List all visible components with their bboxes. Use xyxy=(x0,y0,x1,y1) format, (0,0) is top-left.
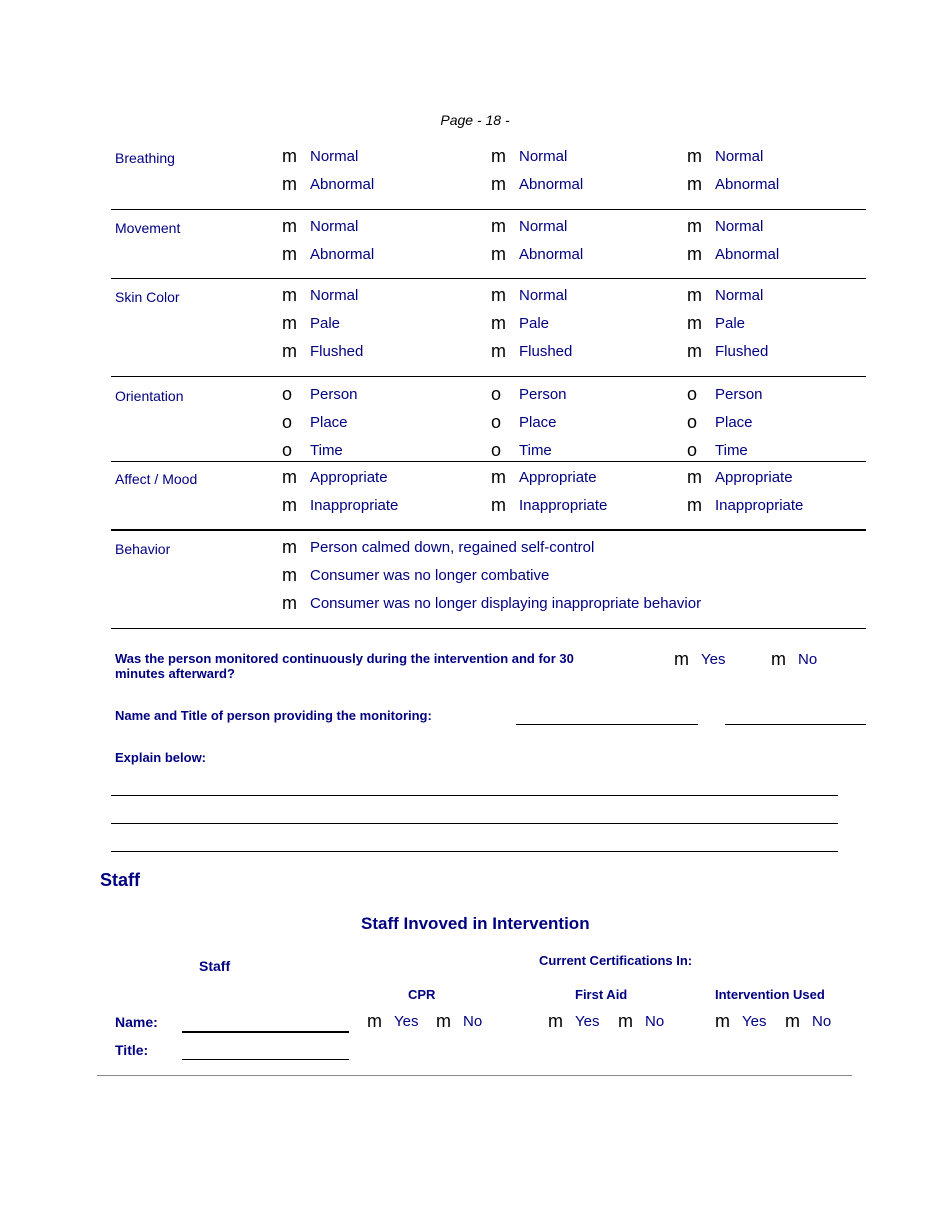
assessment-option-label: Abnormal xyxy=(519,176,584,193)
checkbox-icon[interactable]: m xyxy=(282,467,297,487)
assessment-option-label: Normal xyxy=(519,218,568,235)
divider xyxy=(111,278,866,279)
staff-name-field[interactable] xyxy=(182,1031,349,1033)
monitor-name-title-label: Name and Title of person providing the monitoring: xyxy=(115,708,432,723)
assessment-option-label: Abnormal xyxy=(310,246,375,263)
assessment-option-label: Inappropriate xyxy=(519,497,608,514)
first-aid-yes-label: Yes xyxy=(575,1013,600,1030)
checkbox-icon[interactable]: m xyxy=(282,565,297,585)
checkbox-icon[interactable]: m xyxy=(282,216,297,236)
staff-title-field[interactable] xyxy=(182,1059,349,1060)
assessment-row-label: Affect / Mood xyxy=(115,471,198,487)
checkbox-icon[interactable]: m xyxy=(491,313,506,333)
monitoring-question-cont: minutes afterward? xyxy=(115,666,235,681)
radio-icon[interactable]: o xyxy=(687,384,698,404)
assessment-option-label: Normal xyxy=(310,148,359,165)
assessment-row-label: Movement xyxy=(115,220,181,236)
assessment-option-label: Normal xyxy=(310,218,359,235)
intervention-used-column-heading: Intervention Used xyxy=(715,987,825,1002)
radio-icon[interactable]: o xyxy=(687,440,698,460)
divider xyxy=(111,209,866,210)
intervention-yes-label: Yes xyxy=(742,1013,767,1030)
divider xyxy=(111,628,866,629)
assessment-option-label: Pale xyxy=(519,315,550,332)
staff-name-label: Name: xyxy=(115,1014,158,1030)
radio-icon[interactable]: o xyxy=(282,384,293,404)
radio-icon[interactable]: o xyxy=(491,440,502,460)
cpr-yes-label: Yes xyxy=(394,1013,419,1030)
staff-title-label: Title: xyxy=(115,1042,149,1058)
assessment-option-label: Person xyxy=(715,386,763,403)
assessment-option-label: Normal xyxy=(519,148,568,165)
checkbox-icon[interactable]: m xyxy=(491,146,506,166)
assessment-option-label: Normal xyxy=(519,287,568,304)
assessment-row-label: Orientation xyxy=(115,388,184,404)
checkbox-icon[interactable]: m xyxy=(282,593,297,613)
checkbox-icon[interactable]: m xyxy=(687,216,702,236)
page-number: Page - 18 - xyxy=(440,112,510,128)
checkbox-icon[interactable]: m xyxy=(618,1011,633,1031)
behavior-option-label: Consumer was no longer combative xyxy=(310,567,550,584)
assessment-option-label: Time xyxy=(310,442,343,459)
assessment-option-label: Inappropriate xyxy=(715,497,804,514)
divider xyxy=(111,376,866,377)
checkbox-icon[interactable]: m xyxy=(282,495,297,515)
checkbox-icon[interactable]: m xyxy=(687,285,702,305)
assessment-option-label: Inappropriate xyxy=(310,497,399,514)
explain-label: Explain below: xyxy=(115,750,207,765)
assessment-option-label: Abnormal xyxy=(310,176,375,193)
assessment-option-label: Appropriate xyxy=(715,469,793,486)
assessment-option-label: Flushed xyxy=(519,343,573,360)
assessment-option-label: Abnormal xyxy=(715,176,780,193)
explain-line[interactable] xyxy=(111,823,838,824)
assessment-option-label: Time xyxy=(715,442,748,459)
certifications-heading: Current Certifications In: xyxy=(539,953,693,968)
assessment-option-label: Pale xyxy=(715,315,746,332)
checkbox-icon[interactable]: m xyxy=(674,649,689,669)
assessment-row-label: Breathing xyxy=(115,150,175,166)
divider xyxy=(111,529,866,531)
checkbox-icon[interactable]: m xyxy=(282,174,297,194)
checkbox-icon[interactable]: m xyxy=(715,1011,730,1031)
monitor-title-field[interactable] xyxy=(725,724,866,725)
checkbox-icon[interactable]: m xyxy=(687,467,702,487)
assessment-option-label: Abnormal xyxy=(715,246,780,263)
checkbox-icon[interactable]: m xyxy=(687,341,702,361)
checkbox-icon[interactable]: m xyxy=(687,244,702,264)
assessment-option-label: Person xyxy=(310,386,358,403)
assessment-option-label: Pale xyxy=(310,315,341,332)
checkbox-icon[interactable]: m xyxy=(491,174,506,194)
checkbox-icon[interactable]: m xyxy=(282,244,297,264)
radio-icon[interactable]: o xyxy=(282,440,293,460)
behavior-label: Behavior xyxy=(115,541,171,557)
assessment-option-label: Place xyxy=(519,414,557,431)
checkbox-icon[interactable]: m xyxy=(491,467,506,487)
assessment-option-label: Person xyxy=(519,386,567,403)
radio-icon[interactable]: o xyxy=(282,412,293,432)
assessment-option-label: Appropriate xyxy=(519,469,597,486)
first-aid-column-heading: First Aid xyxy=(575,987,628,1002)
staff-heading: Staff xyxy=(100,870,140,890)
checkbox-icon[interactable]: m xyxy=(491,495,506,515)
assessment-option-label: Flushed xyxy=(310,343,364,360)
checkbox-icon[interactable]: m xyxy=(785,1011,800,1031)
staff-subheading: Staff Invoved in Intervention xyxy=(361,914,590,933)
checkbox-icon[interactable]: m xyxy=(687,146,702,166)
assessment-option-label: Time xyxy=(519,442,552,459)
checkbox-icon[interactable]: m xyxy=(282,537,297,557)
radio-icon[interactable]: o xyxy=(491,412,502,432)
monitor-name-field[interactable] xyxy=(516,724,698,725)
staff-column-heading: Staff xyxy=(199,958,231,974)
assessment-option-label: Normal xyxy=(715,218,764,235)
checkbox-icon[interactable]: m xyxy=(436,1011,451,1031)
footer-divider xyxy=(97,1075,852,1076)
checkbox-icon[interactable]: m xyxy=(687,495,702,515)
checkbox-icon[interactable]: m xyxy=(282,313,297,333)
first-aid-no-label: No xyxy=(645,1013,665,1030)
assessment-option-label: Normal xyxy=(715,148,764,165)
checkbox-icon[interactable]: m xyxy=(771,649,786,669)
intervention-no-label: No xyxy=(812,1013,832,1030)
assessment-option-label: Place xyxy=(715,414,753,431)
checkbox-icon[interactable]: m xyxy=(491,216,506,236)
checkbox-icon[interactable]: m xyxy=(282,285,297,305)
checkbox-icon[interactable]: m xyxy=(282,146,297,166)
assessment-option-label: Normal xyxy=(715,287,764,304)
monitoring-question: Was the person monitored continuously during the intervention and for 30 xyxy=(115,651,574,666)
monitoring-no-label: No xyxy=(798,651,818,668)
behavior-option-label: Consumer was no longer displaying inappropriate behavior xyxy=(310,595,702,612)
checkbox-icon[interactable]: m xyxy=(687,174,702,194)
assessment-option-label: Abnormal xyxy=(519,246,584,263)
behavior-option-label: Person calmed down, regained self-control xyxy=(310,539,595,556)
cpr-column-heading: CPR xyxy=(408,987,436,1002)
divider xyxy=(111,461,866,462)
checkbox-icon[interactable]: m xyxy=(491,244,506,264)
checkbox-icon[interactable]: m xyxy=(282,341,297,361)
checkbox-icon[interactable]: m xyxy=(548,1011,563,1031)
explain-line[interactable] xyxy=(111,851,838,852)
cpr-no-label: No xyxy=(463,1013,483,1030)
assessment-option-label: Flushed xyxy=(715,343,769,360)
assessment-option-label: Normal xyxy=(310,287,359,304)
assessment-option-label: Place xyxy=(310,414,348,431)
radio-icon[interactable]: o xyxy=(687,412,698,432)
checkbox-icon[interactable]: m xyxy=(491,285,506,305)
checkbox-icon[interactable]: m xyxy=(367,1011,382,1031)
assessment-row-label: Skin Color xyxy=(115,289,180,305)
radio-icon[interactable]: o xyxy=(491,384,502,404)
monitoring-yes-label: Yes xyxy=(701,651,726,668)
checkbox-icon[interactable]: m xyxy=(687,313,702,333)
checkbox-icon[interactable]: m xyxy=(491,341,506,361)
explain-line[interactable] xyxy=(111,795,838,796)
assessment-option-label: Appropriate xyxy=(310,469,388,486)
